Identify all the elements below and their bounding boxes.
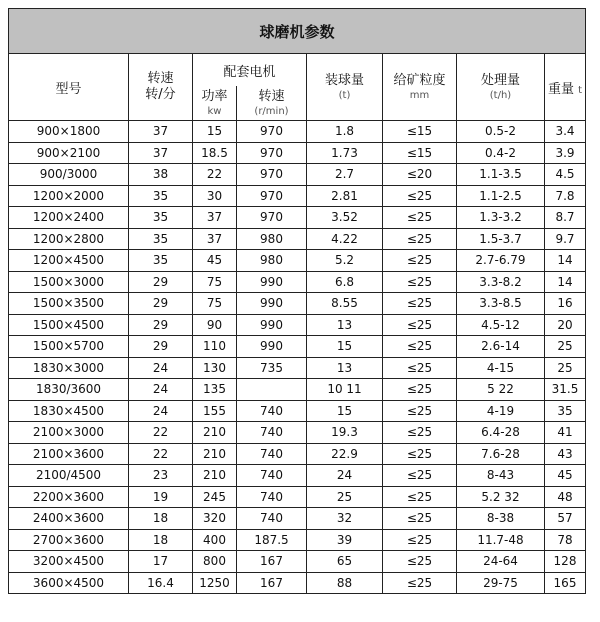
cell-motor-speed: 980 xyxy=(237,250,307,272)
cell-ball: 65 xyxy=(307,551,383,573)
cell-weight: 20 xyxy=(545,314,586,336)
cell-capacity: 4.5-12 xyxy=(457,314,545,336)
cell-motor-speed: 990 xyxy=(237,336,307,358)
cell-capacity: 2.7-6.79 xyxy=(457,250,545,272)
table-row xyxy=(9,121,586,143)
cell-weight: 48 xyxy=(545,486,586,508)
cell-motor-speed: 187.5 xyxy=(237,529,307,551)
cell-capacity: 5.2 32 xyxy=(457,486,545,508)
cell-feed: ≤25 xyxy=(383,508,457,530)
cell-weight: 41 xyxy=(545,422,586,444)
cell-model: 900×2100 xyxy=(9,142,129,164)
cell-capacity: 1.1-3.5 xyxy=(457,164,545,186)
table-row xyxy=(9,228,586,250)
cell-weight: 3.9 xyxy=(545,142,586,164)
cell-model: 1200×4500 xyxy=(9,250,129,272)
cell-model: 1500×3000 xyxy=(9,271,129,293)
table-row xyxy=(9,379,586,401)
cell-model: 900/3000 xyxy=(9,164,129,186)
header-ball-load xyxy=(307,54,383,121)
cell-capacity: 8-43 xyxy=(457,465,545,487)
cell-capacity: 0.4-2 xyxy=(457,142,545,164)
cell-capacity: 8-38 xyxy=(457,508,545,530)
cell-power: 37 xyxy=(193,207,237,229)
cell-weight: 3.4 xyxy=(545,121,586,143)
cell-power: 130 xyxy=(193,357,237,379)
cell-ball: 15 xyxy=(307,400,383,422)
table-title: 球磨机参数 xyxy=(9,9,586,54)
cell-weight: 14 xyxy=(545,250,586,272)
cell-speed: 22 xyxy=(129,422,193,444)
cell-feed: ≤25 xyxy=(383,529,457,551)
cell-weight: 16 xyxy=(545,293,586,315)
cell-power: 110 xyxy=(193,336,237,358)
cell-ball: 4.22 xyxy=(307,228,383,250)
cell-speed: 24 xyxy=(129,400,193,422)
header-feed-size xyxy=(383,54,457,121)
cell-speed: 17 xyxy=(129,551,193,573)
header-speed xyxy=(129,54,193,121)
cell-power: 320 xyxy=(193,508,237,530)
cell-ball: 22.9 xyxy=(307,443,383,465)
header-model: 型号 xyxy=(9,54,129,121)
cell-feed: ≤25 xyxy=(383,207,457,229)
cell-power: 155 xyxy=(193,400,237,422)
cell-capacity: 7.6-28 xyxy=(457,443,545,465)
cell-speed: 35 xyxy=(129,250,193,272)
cell-feed: ≤25 xyxy=(383,185,457,207)
cell-speed: 37 xyxy=(129,142,193,164)
cell-model: 3200×4500 xyxy=(9,551,129,573)
cell-weight: 57 xyxy=(545,508,586,530)
table-row xyxy=(9,465,586,487)
table-row xyxy=(9,185,586,207)
cell-feed: ≤25 xyxy=(383,379,457,401)
header-ball-load-unit: (t) xyxy=(338,89,351,101)
cell-power: 22 xyxy=(193,164,237,186)
cell-capacity: 2.6-14 xyxy=(457,336,545,358)
header-capacity-label: 处理量 xyxy=(480,72,520,88)
cell-speed: 23 xyxy=(129,465,193,487)
table-row xyxy=(9,293,586,315)
cell-model: 1200×2000 xyxy=(9,185,129,207)
cell-ball: 3.52 xyxy=(307,207,383,229)
cell-model: 1200×2800 xyxy=(9,228,129,250)
cell-capacity: 11.7-48 xyxy=(457,529,545,551)
cell-feed: ≤25 xyxy=(383,336,457,358)
cell-feed: ≤25 xyxy=(383,443,457,465)
cell-speed: 35 xyxy=(129,228,193,250)
cell-motor-speed: 970 xyxy=(237,185,307,207)
cell-power: 15 xyxy=(193,121,237,143)
table-row xyxy=(9,271,586,293)
cell-feed: ≤20 xyxy=(383,164,457,186)
cell-capacity: 4-15 xyxy=(457,357,545,379)
cell-ball: 1.73 xyxy=(307,142,383,164)
cell-model: 1500×4500 xyxy=(9,314,129,336)
cell-power: 245 xyxy=(193,486,237,508)
cell-model: 2200×3600 xyxy=(9,486,129,508)
cell-power: 90 xyxy=(193,314,237,336)
cell-weight: 7.8 xyxy=(545,185,586,207)
cell-power: 45 xyxy=(193,250,237,272)
table-row xyxy=(9,314,586,336)
cell-weight: 9.7 xyxy=(545,228,586,250)
cell-speed: 35 xyxy=(129,185,193,207)
cell-feed: ≤25 xyxy=(383,314,457,336)
table-row xyxy=(9,207,586,229)
cell-motor-speed: 167 xyxy=(237,551,307,573)
cell-power: 1250 xyxy=(193,572,237,594)
cell-speed: 37 xyxy=(129,121,193,143)
cell-speed: 19 xyxy=(129,486,193,508)
cell-motor-speed: 740 xyxy=(237,508,307,530)
cell-weight: 4.5 xyxy=(545,164,586,186)
cell-feed: ≤25 xyxy=(383,465,457,487)
table-body xyxy=(9,121,586,594)
cell-ball: 10 11 xyxy=(307,379,383,401)
table-row xyxy=(9,572,586,594)
cell-model: 2100×3600 xyxy=(9,443,129,465)
header-motor-speed-label: 转速 xyxy=(258,88,285,104)
cell-motor-speed: 735 xyxy=(237,357,307,379)
cell-motor-speed: 990 xyxy=(237,293,307,315)
cell-weight: 165 xyxy=(545,572,586,594)
cell-feed: ≤25 xyxy=(383,228,457,250)
cell-weight: 8.7 xyxy=(545,207,586,229)
cell-feed: ≤15 xyxy=(383,121,457,143)
header-speed-line1: 转速 xyxy=(147,71,174,86)
cell-ball: 19.3 xyxy=(307,422,383,444)
header-power-label: 功率 xyxy=(201,88,228,104)
cell-motor-speed: 970 xyxy=(237,164,307,186)
cell-ball: 2.81 xyxy=(307,185,383,207)
table-row xyxy=(9,508,586,530)
cell-ball: 6.8 xyxy=(307,271,383,293)
cell-model: 900×1800 xyxy=(9,121,129,143)
cell-model: 1830×4500 xyxy=(9,400,129,422)
table-row xyxy=(9,164,586,186)
cell-ball: 8.55 xyxy=(307,293,383,315)
cell-ball: 25 xyxy=(307,486,383,508)
cell-ball: 39 xyxy=(307,529,383,551)
cell-motor-speed: 970 xyxy=(237,121,307,143)
header-capacity-unit: (t/h) xyxy=(489,89,512,101)
cell-capacity: 24-64 xyxy=(457,551,545,573)
header-feed-size-unit: mm xyxy=(409,89,430,101)
cell-speed: 24 xyxy=(129,357,193,379)
cell-power: 210 xyxy=(193,422,237,444)
cell-speed: 35 xyxy=(129,207,193,229)
cell-motor-speed: 990 xyxy=(237,314,307,336)
cell-model: 1830×3000 xyxy=(9,357,129,379)
cell-feed: ≤25 xyxy=(383,293,457,315)
header-capacity xyxy=(457,54,545,121)
cell-speed: 29 xyxy=(129,314,193,336)
cell-weight: 43 xyxy=(545,443,586,465)
ball-mill-parameter-table xyxy=(8,8,586,594)
cell-capacity: 1.1-2.5 xyxy=(457,185,545,207)
cell-model: 2100×3000 xyxy=(9,422,129,444)
cell-model: 2100/4500 xyxy=(9,465,129,487)
cell-speed: 29 xyxy=(129,336,193,358)
header-ball-load-label: 装球量 xyxy=(324,72,364,88)
table-row xyxy=(9,142,586,164)
cell-motor-speed xyxy=(237,379,307,401)
header-motor-speed xyxy=(237,86,307,121)
cell-capacity: 0.5-2 xyxy=(457,121,545,143)
cell-feed: ≤25 xyxy=(383,250,457,272)
cell-feed: ≤25 xyxy=(383,357,457,379)
cell-power: 75 xyxy=(193,271,237,293)
cell-motor-speed: 740 xyxy=(237,422,307,444)
header-power xyxy=(193,86,237,121)
cell-speed: 38 xyxy=(129,164,193,186)
header-speed-line2: 转/分 xyxy=(145,87,176,102)
cell-feed: ≤25 xyxy=(383,400,457,422)
header-weight-unit: t xyxy=(578,84,583,96)
ball-mill-parameter-table-wrapper xyxy=(8,8,585,594)
table-row xyxy=(9,443,586,465)
table-row xyxy=(9,400,586,422)
cell-motor-speed: 970 xyxy=(237,142,307,164)
table-row xyxy=(9,529,586,551)
cell-power: 135 xyxy=(193,379,237,401)
cell-ball: 13 xyxy=(307,314,383,336)
cell-speed: 22 xyxy=(129,443,193,465)
cell-model: 1830/3600 xyxy=(9,379,129,401)
cell-speed: 29 xyxy=(129,293,193,315)
cell-speed: 24 xyxy=(129,379,193,401)
cell-feed: ≤25 xyxy=(383,422,457,444)
cell-feed: ≤25 xyxy=(383,271,457,293)
cell-model: 1200×2400 xyxy=(9,207,129,229)
cell-feed: ≤15 xyxy=(383,142,457,164)
cell-feed: ≤25 xyxy=(383,572,457,594)
cell-ball: 5.2 xyxy=(307,250,383,272)
cell-capacity: 3.3-8.2 xyxy=(457,271,545,293)
cell-model: 2400×3600 xyxy=(9,508,129,530)
cell-weight: 25 xyxy=(545,357,586,379)
cell-weight: 78 xyxy=(545,529,586,551)
cell-power: 37 xyxy=(193,228,237,250)
cell-motor-speed: 740 xyxy=(237,465,307,487)
header-motor-speed-unit: (r/min) xyxy=(254,105,289,117)
cell-feed: ≤25 xyxy=(383,486,457,508)
cell-ball: 13 xyxy=(307,357,383,379)
cell-ball: 1.8 xyxy=(307,121,383,143)
table-row xyxy=(9,357,586,379)
cell-capacity: 5 22 xyxy=(457,379,545,401)
header-feed-size-label: 给矿粒度 xyxy=(393,72,446,88)
cell-speed: 16.4 xyxy=(129,572,193,594)
table-row xyxy=(9,422,586,444)
header-motor-group: 配套电机 xyxy=(193,54,307,87)
cell-ball: 88 xyxy=(307,572,383,594)
header-weight-label: 重量 xyxy=(547,81,574,97)
cell-power: 75 xyxy=(193,293,237,315)
cell-power: 210 xyxy=(193,465,237,487)
cell-motor-speed: 740 xyxy=(237,443,307,465)
cell-power: 800 xyxy=(193,551,237,573)
cell-ball: 24 xyxy=(307,465,383,487)
cell-capacity: 1.3-3.2 xyxy=(457,207,545,229)
table-row xyxy=(9,250,586,272)
table-row xyxy=(9,336,586,358)
cell-weight: 128 xyxy=(545,551,586,573)
cell-power: 18.5 xyxy=(193,142,237,164)
cell-model: 1500×5700 xyxy=(9,336,129,358)
cell-motor-speed: 990 xyxy=(237,271,307,293)
cell-motor-speed: 740 xyxy=(237,400,307,422)
cell-ball: 15 xyxy=(307,336,383,358)
cell-weight: 45 xyxy=(545,465,586,487)
cell-model: 3600×4500 xyxy=(9,572,129,594)
cell-power: 30 xyxy=(193,185,237,207)
table-row xyxy=(9,551,586,573)
cell-weight: 31.5 xyxy=(545,379,586,401)
header-weight xyxy=(545,54,586,121)
cell-speed: 18 xyxy=(129,529,193,551)
table-row xyxy=(9,486,586,508)
cell-feed: ≤25 xyxy=(383,551,457,573)
cell-motor-speed: 740 xyxy=(237,486,307,508)
cell-power: 400 xyxy=(193,529,237,551)
cell-model: 1500×3500 xyxy=(9,293,129,315)
cell-motor-speed: 970 xyxy=(237,207,307,229)
cell-power: 210 xyxy=(193,443,237,465)
cell-speed: 18 xyxy=(129,508,193,530)
cell-weight: 35 xyxy=(545,400,586,422)
cell-weight: 25 xyxy=(545,336,586,358)
header-power-unit: kw xyxy=(207,105,222,117)
cell-speed: 29 xyxy=(129,271,193,293)
cell-model: 2700×3600 xyxy=(9,529,129,551)
cell-motor-speed: 167 xyxy=(237,572,307,594)
cell-weight: 14 xyxy=(545,271,586,293)
cell-capacity: 1.5-3.7 xyxy=(457,228,545,250)
cell-capacity: 4-19 xyxy=(457,400,545,422)
cell-capacity: 29-75 xyxy=(457,572,545,594)
cell-ball: 32 xyxy=(307,508,383,530)
cell-capacity: 6.4-28 xyxy=(457,422,545,444)
cell-motor-speed: 980 xyxy=(237,228,307,250)
cell-capacity: 3.3-8.5 xyxy=(457,293,545,315)
cell-ball: 2.7 xyxy=(307,164,383,186)
